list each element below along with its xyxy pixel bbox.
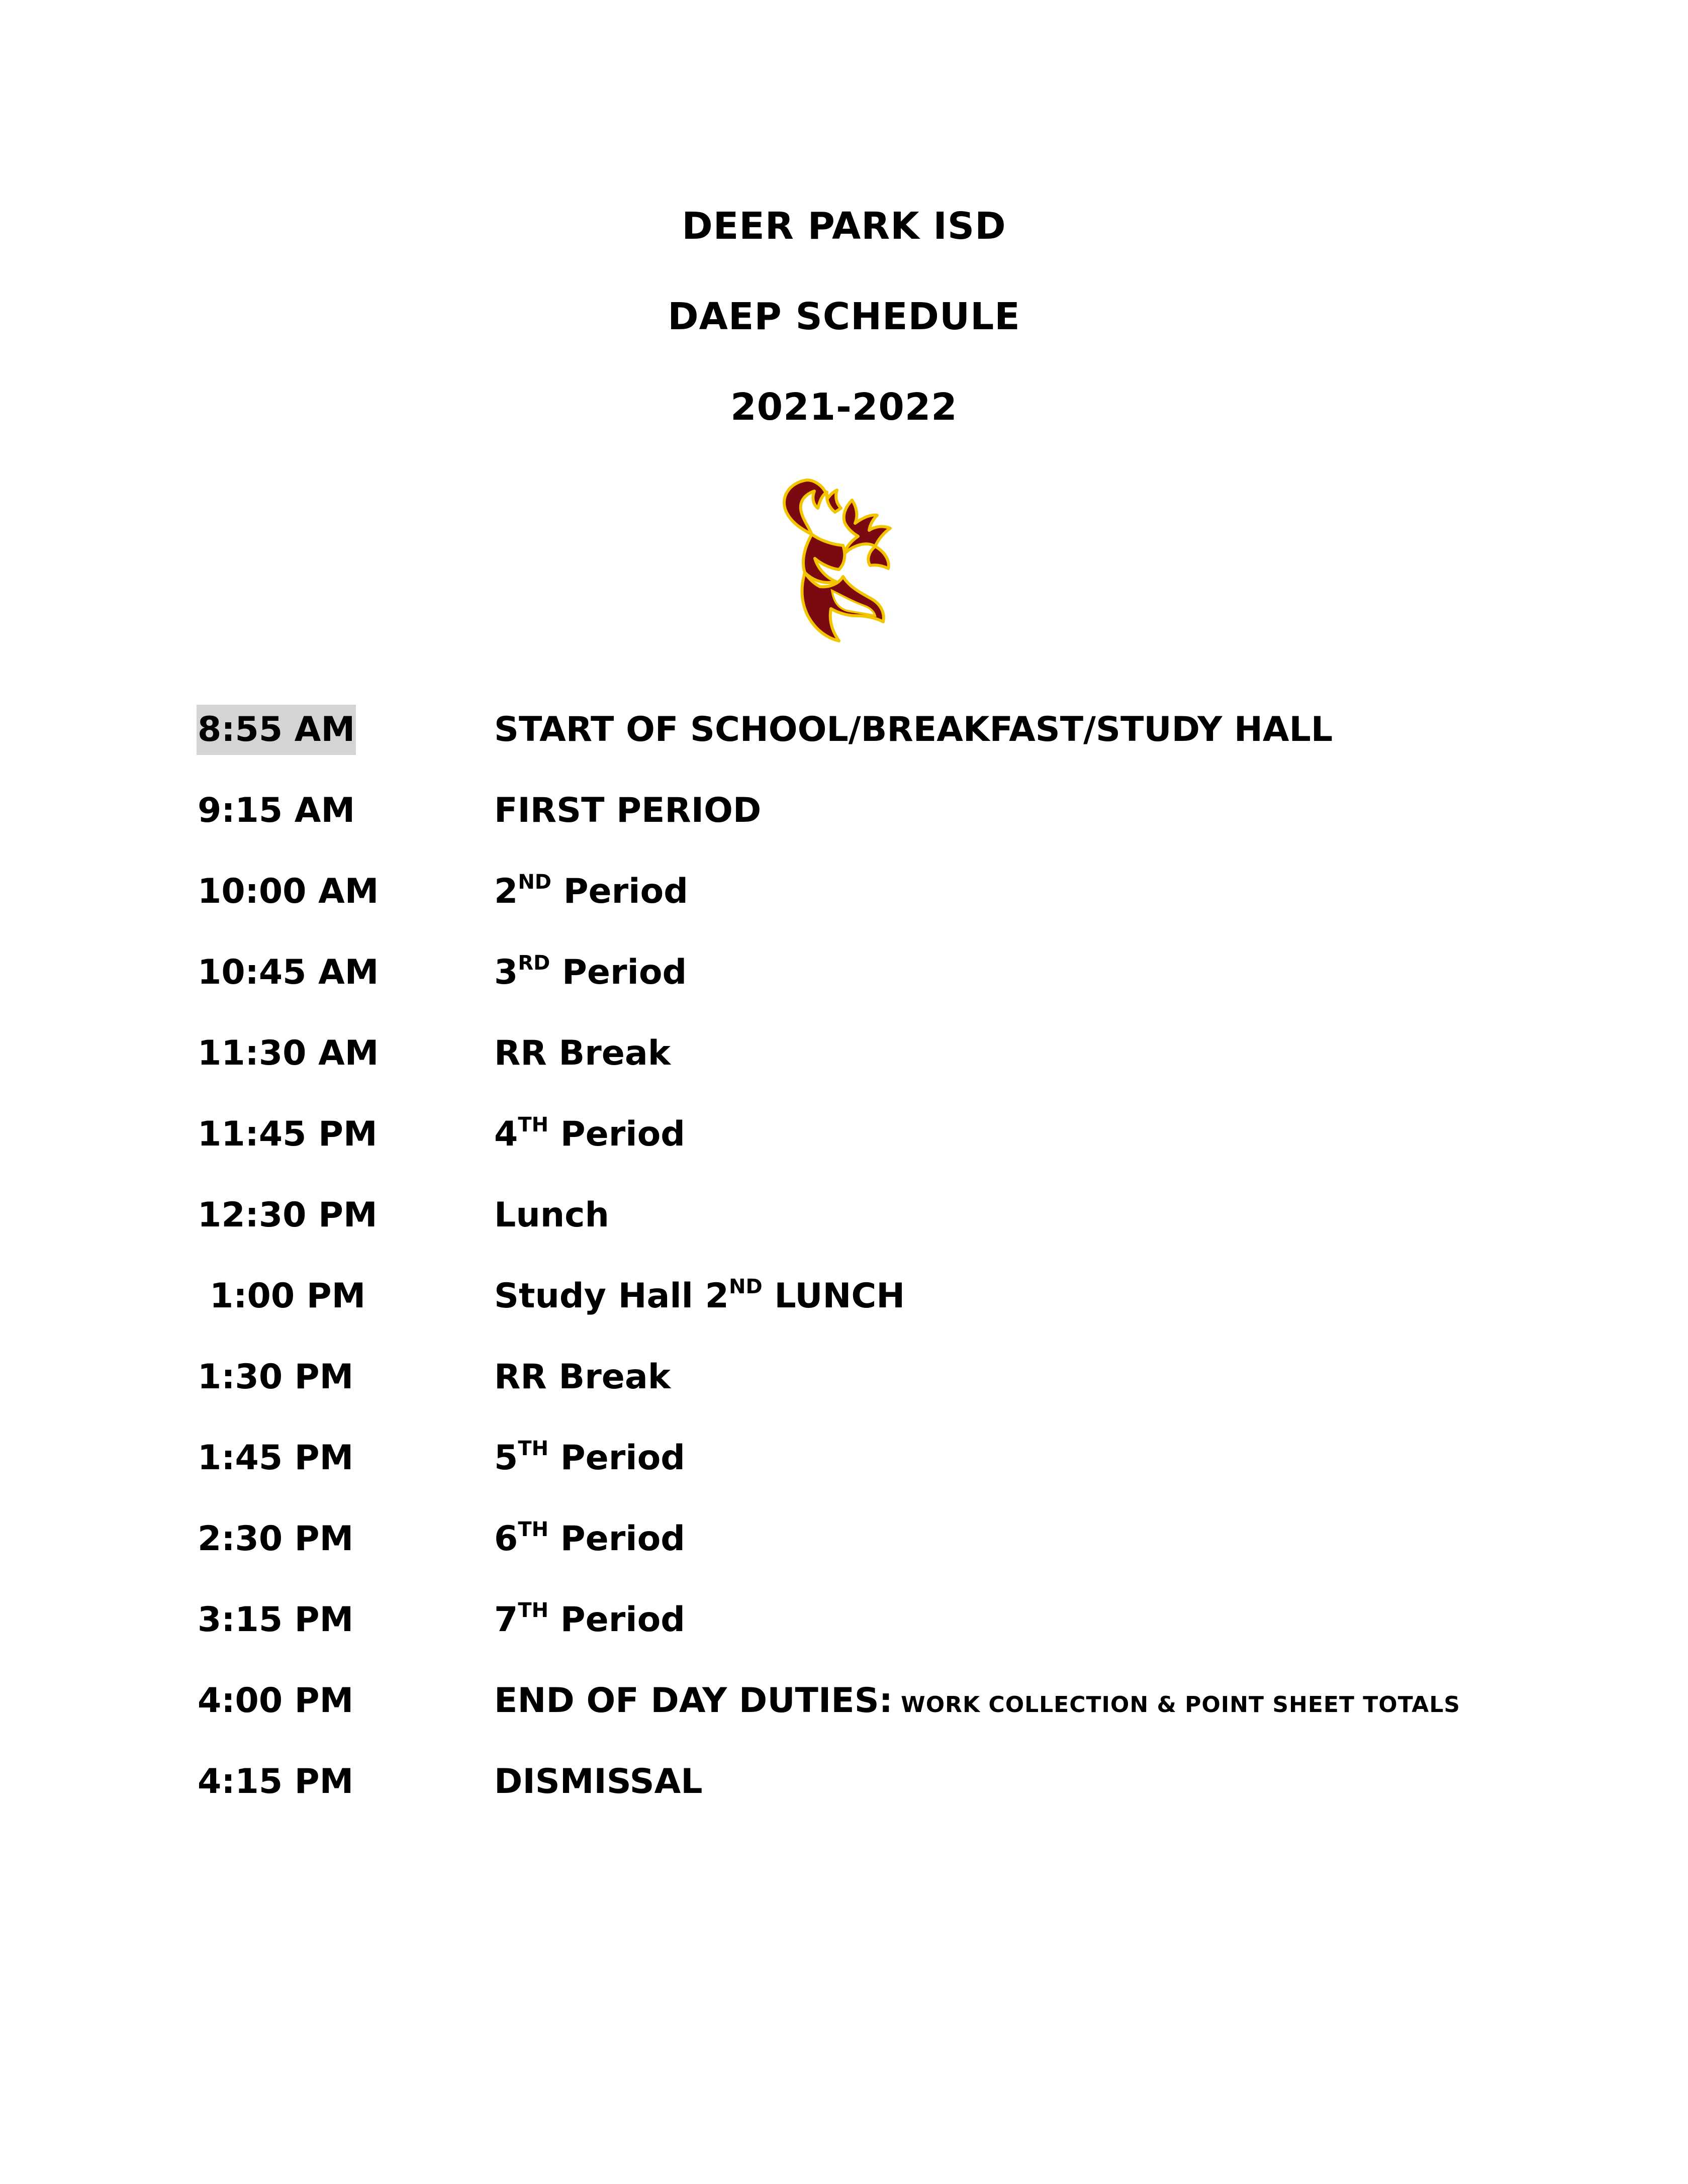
schedule-row <box>0 1757 1688 1807</box>
schedule-row <box>0 947 1688 998</box>
schedule-row <box>0 1595 1688 1645</box>
schedule-event: END OF DAY DUTIES: WORK COLLECTION & POINT SHEET TOTALS <box>494 1681 1461 1721</box>
schedule-time: 4:15 PM <box>198 1762 354 1801</box>
school-year: 2021-2022 <box>730 386 958 429</box>
schedule-event: FIRST PERIOD <box>494 791 762 830</box>
schedule-event: DISMISSAL <box>494 1762 703 1801</box>
schedule-event: 2ND Period <box>494 871 688 911</box>
schedule-time: 10:00 AM <box>198 872 379 911</box>
schedule-event: 4TH Period <box>494 1113 685 1154</box>
deer-logo <box>772 470 902 656</box>
schedule-row <box>0 1352 1688 1402</box>
schedule-time: 1:00 PM <box>210 1276 366 1316</box>
schedule-event: Lunch <box>494 1195 609 1235</box>
schedule-event: START OF SCHOOL/BREAKFAST/STUDY HALL <box>494 710 1333 749</box>
schedule-time: 3:15 PM <box>198 1600 354 1640</box>
schedule-time: 11:30 AM <box>198 1033 379 1073</box>
schedule-row <box>0 1271 1688 1321</box>
schedule-event: RR Break <box>494 1033 671 1073</box>
deer-head-icon <box>772 470 902 656</box>
schedule-time: 9:15 AM <box>198 791 355 830</box>
schedule-time: 1:30 PM <box>198 1357 354 1397</box>
schedule-row <box>0 1433 1688 1483</box>
district-title: DEER PARK ISD <box>682 205 1006 248</box>
schedule-row <box>0 1028 1688 1079</box>
schedule-event: 5TH Period <box>494 1437 685 1478</box>
schedule-time: 11:45 PM <box>198 1114 378 1154</box>
schedule-row <box>0 1190 1688 1241</box>
schedule-event: RR Break <box>494 1357 671 1397</box>
schedule-time: 12:30 PM <box>198 1195 378 1235</box>
schedule-time: 8:55 AM <box>197 705 356 755</box>
schedule-time: 10:45 AM <box>198 953 379 992</box>
schedule-event: Study Hall 2ND LUNCH <box>494 1275 905 1316</box>
schedule-time: 1:45 PM <box>198 1438 354 1478</box>
schedule-row <box>0 1109 1688 1160</box>
schedule-time: 2:30 PM <box>198 1519 354 1559</box>
schedule-event: 3RD Period <box>494 952 687 992</box>
schedule-row <box>0 705 1688 755</box>
schedule-row <box>0 1514 1688 1564</box>
schedule-title: DAEP SCHEDULE <box>668 295 1020 338</box>
schedule-row <box>0 786 1688 836</box>
schedule-event: 7TH Period <box>494 1599 685 1640</box>
schedule-time: 4:00 PM <box>198 1681 354 1721</box>
schedule-row <box>0 867 1688 917</box>
schedule-row <box>0 1676 1688 1726</box>
schedule-event: 6TH Period <box>494 1518 685 1559</box>
